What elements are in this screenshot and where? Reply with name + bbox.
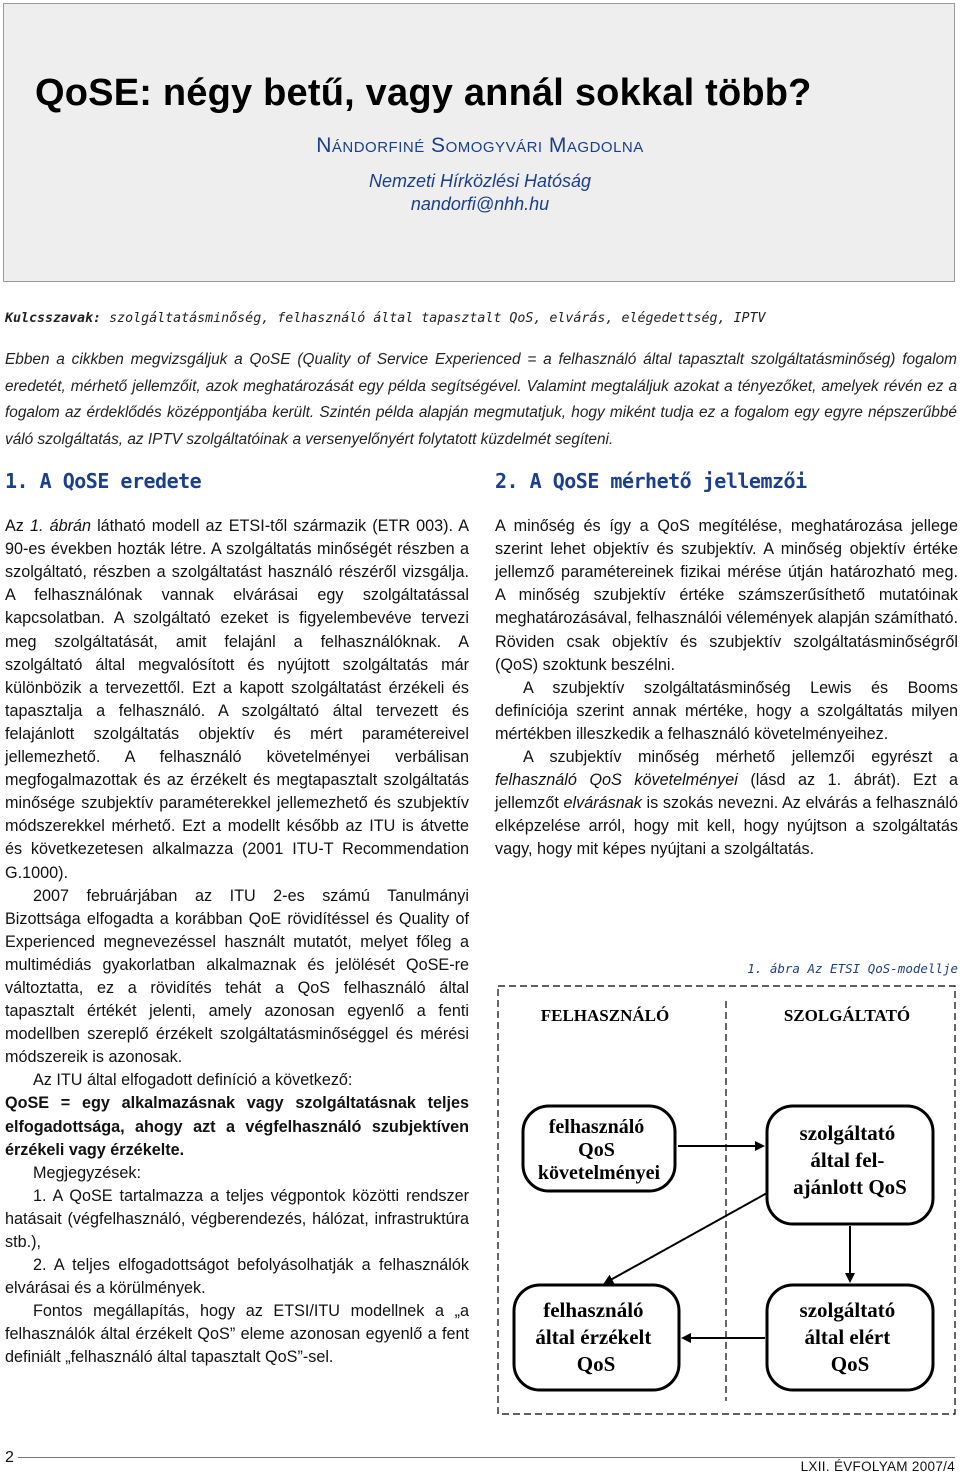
left-paragraph-4: Fontos megállapítás, hogy az ETSI/ITU modellnek a „a felhasználók által érzékelt QoS” eleme azonosan egyenlő a fent definiált „felhasználó által tapasztalt QoS”-sel. [5, 1302, 469, 1367]
right-column [495, 470, 958, 862]
note-1: 1. A QoSE tartalmazza a teljes végpontok közötti rendszer hatásait (végfelhasználó, végberendezés, hálózat, infrastruktúra stb.), [5, 1186, 469, 1251]
journal-issue: LXII. ÉVFOLYAM 2007/4 [800, 1459, 955, 1474]
box-user-perceived-label: felhasználó által érzékelt QoS [535, 1298, 652, 1376]
author-email[interactable]: nandorfi@nhh.hu [410, 194, 550, 214]
right-paragraph-1: A minőség és így a QoS megítélése, meghatározása jellege szerint lehet objektív és szubjektív. A minőség objektív értéke jellemző paramétereinek fizikai mérése útján határozható meg. A minőség szubjektív értéke számszerűsíthető mutatóinak meghatározásával, felhasználói vélemények alapján számítható. Röviden csak objektív és szubjektív szolgáltatásminőségről (QoS) szoktunk beszélni. [495, 517, 958, 674]
left-column [5, 470, 469, 1370]
keywords [5, 311, 955, 326]
notes-label: Megjegyzések: [33, 1163, 141, 1182]
label-user: FELHASZNÁLÓ [540, 1006, 670, 1025]
keywords-text: szolgáltatásminőség, felhasználó által tapasztalt QoS, elvárás, elégedettség, IPTV [109, 311, 766, 326]
figure-number: 1. ábra [747, 961, 800, 976]
left-paragraph-3: Az ITU által elfogadott definíció a következő: [33, 1071, 353, 1090]
keywords-label: Kulcsszavak: [5, 311, 102, 326]
affiliation-block [0, 170, 960, 216]
etsi-qos-model-diagram [495, 983, 958, 1417]
figure-caption [495, 961, 958, 976]
affiliation: Nemzeti Hírközlési Hatóság [368, 171, 592, 191]
left-paragraph-1: Az 1. ábrán látható modell az ETSI-től származik (ETR 003). A 90-es években hozták létre. A szolgáltatás minőségét részben a szolgáltató, részben a szolgáltatást használó részéről vizsgálja. A felhasználónak vannak elvárásai egy szolgáltatással kapcsolatban. A szolgáltató ezeket is figyelembevéve tervezi meg szolgáltatását, amit felajánl a felhasználóknak. A szolgáltató által megvalósított és nyújtott szolgáltatás már különbözik a tervezettől. Ezt a kapott szolgáltatást érzékeli és tapasztalja a felhasználó. A szolgáltató által tervezett és felajánlott szolgáltatás objektív és mért paramétereivel jellemezhető. A felhasználó követelményei verbálisan megfogalmazottak és az érzékelt és megtapasztalt szolgáltatás minősége szubjektív paraméterekkel jellemezhető és szubjektív módszerekkel mérhető. Ezt a modellt később az ITU is átvette és következetesen alkalmazza (2001 ITU-T Recommendation G.1000). [5, 517, 469, 882]
note-2: 2. A teljes elfogadottságot befolyásolhatják a felhasználók elvárásai és a körülmények. [5, 1256, 469, 1298]
article-title: QoSE: négy betű, vagy annál sokkal több? [35, 72, 812, 114]
box-user-requirements-label: felhasználó QoS követelményei [537, 1116, 661, 1184]
author-name: Nándorfiné Somogyvári Magdolna [316, 134, 644, 157]
box-provider-offered-label: szolgáltató által fel- ajánlott QoS [793, 1121, 907, 1199]
box-provider-achieved-label: szolgáltató által elért QoS [799, 1298, 896, 1376]
arrow-offered-to-perceived [605, 1193, 767, 1283]
section-heading-2: 2. A QoSE mérhető jellemzői [495, 469, 807, 493]
figure-title: Az ETSI QoS-modellje [807, 961, 958, 976]
label-provider: SZOLGÁLTATÓ [783, 1006, 911, 1025]
abstract: Ebben a cikkben megvizsgáljuk a QoSE (Quality of Service Experienced = a felhasználó által tapasztalt szolgáltatásminőség) fogalom eredetét, mérhető jellemzőit, azok meghatározását egy példa segítségével. Valamint megtaláljuk azokat a tényezőket, amelyek révén ez a fogalom az érdeklődés középpontjába került. Szintén példa alapján megmutatjuk, hogy miként tudja ez a fogalom egy egyre népszerűbbé váló szolgáltatás, az IPTV szolgáltatóinak a versenyelőnyért folytatott küzdelmét segíteni. [5, 351, 957, 448]
left-paragraph-2: 2007 februárjában az ITU 2-es számú Tanulmányi Bizottsága elfogadta a korábban QoE rövidítéssel és Quality of Experienced megnevezéssel használt mutatót, melyet főleg a multimédiás gyakorlatban alkalmaznak és jelölését QoSE-re változtatta, ez a rövidítés tehát a QoS felhasználó által tapasztalt értékét jelenti, amely azonosan egyenlő a fenti modellben szereplő érzékelt szolgáltatásminőséggel és mérési módszereik is azonosak. [5, 886, 469, 1067]
page-number: 2 [5, 1449, 18, 1467]
right-paragraph-2: A szubjektív szolgáltatásminőség Lewis és Booms definíciója szerint annak mértéke, hogy a szolgáltatás milyen mértékben illeszkedik a felhasználó követelményeihez. [495, 678, 958, 743]
footer-rule [5, 1457, 955, 1458]
right-paragraph-3: A szubjektív minőség mérhető jellemzői egyrészt a felhasználó QoS követelményei (lásd az 1. ábrát). Ezt a jellemzőt elvárásnak is szokás nevezni. Az elvárás a felhasználó elképzelése arról, hogy mit kell, hogy nyújtson a szolgáltatás vagy, hogy mit képes nyújtani a szolgáltatás. [495, 748, 958, 859]
section-heading-1: 1. A QoSE eredete [5, 469, 202, 493]
qose-definition: QoSE = egy alkalmazásnak vagy szolgáltatásnak teljes elfogadottsága, ahogy azt a végfelhasználó szubjektíven érzékeli vagy érzékelte. [5, 1094, 469, 1159]
